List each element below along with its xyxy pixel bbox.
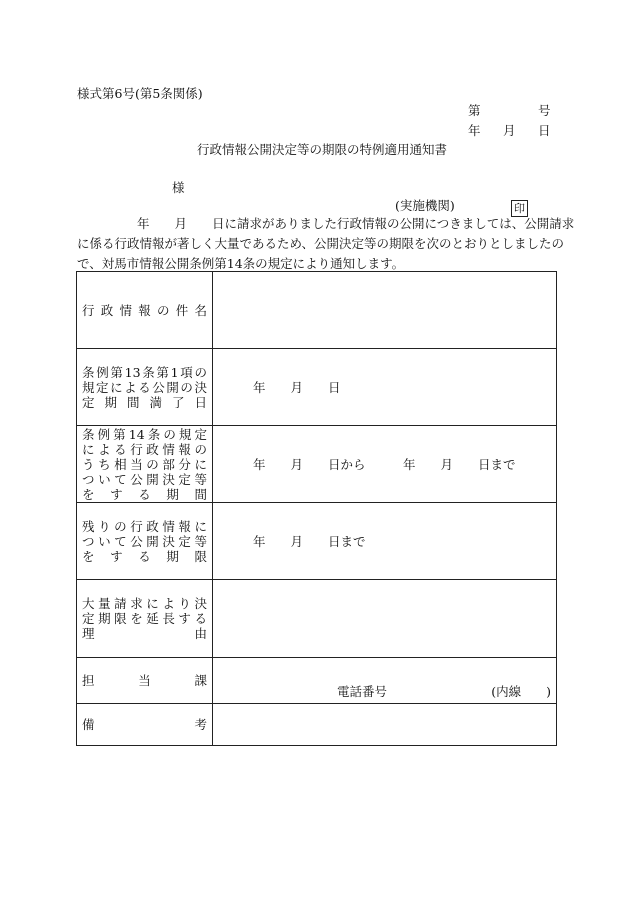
label-text: ついて公開決定等 — [82, 471, 207, 487]
table-row — [77, 503, 557, 580]
table-row — [77, 426, 557, 503]
table-row — [77, 580, 557, 658]
date-month: 月 — [503, 123, 516, 138]
expiry-date-value: 年 月 日 — [253, 380, 341, 395]
seal-text: 印 — [511, 200, 528, 217]
issuer-label: (実施機関) — [395, 198, 455, 213]
label-text: 備考 — [82, 717, 207, 732]
label-text: 条例第13条第1項の — [82, 364, 207, 380]
label-cell — [77, 349, 213, 426]
value-cell — [213, 503, 557, 580]
remaining-deadline-value: 年 月 日まで — [253, 534, 366, 549]
label-text: 条例第14条の規定 — [82, 426, 207, 442]
label-text: 行政情報の件名 — [82, 302, 207, 318]
table-row — [77, 658, 557, 704]
label-text: 担当課 — [82, 673, 207, 688]
label-cell — [77, 580, 213, 658]
label-text: による行政情報の — [82, 441, 207, 457]
body-paragraph — [77, 214, 575, 274]
date-year: 年 — [468, 123, 481, 138]
value-cell — [213, 658, 557, 704]
label-text: 定期限を延長する — [82, 611, 207, 626]
phone-label: 電話番号 — [337, 684, 388, 699]
form-id: 様式第6号(第5条関係) — [77, 86, 203, 101]
value-cell — [213, 580, 557, 658]
body-line: で、対馬市情報公開条例第14条の規定により通知します。 — [77, 256, 405, 271]
label-text: 定期間満了日 — [82, 394, 207, 410]
label-text: をする期間 — [82, 486, 207, 502]
label-text: をする期限 — [82, 548, 207, 564]
document-title: 行政情報公開決定等の期限の特例適用通知書 — [197, 142, 448, 157]
value-cell — [213, 426, 557, 503]
label-text: 大量請求により決 — [82, 596, 207, 611]
table-row — [77, 349, 557, 426]
table-row — [77, 272, 557, 349]
addressee-honorific: 様 — [172, 180, 185, 195]
body-line: に係る行政情報が著しく大量であるため、公開決定等の期限を次のとおりとしましたの — [77, 236, 565, 251]
label-cell — [77, 426, 213, 503]
label-cell — [77, 503, 213, 580]
number-go: 号 — [538, 103, 551, 118]
partial-period-value: 年 月 日から 年 月 日まで — [253, 457, 516, 472]
label-cell — [77, 704, 213, 746]
label-cell — [77, 272, 213, 349]
phone-line — [213, 682, 556, 703]
value-cell — [213, 704, 557, 746]
label-text: うち相当の部分に — [82, 456, 207, 472]
extension-label: (内線 ) — [491, 684, 551, 699]
value-cell — [213, 349, 557, 426]
label-text: 理由 — [82, 626, 207, 641]
notice-table — [76, 271, 557, 746]
label-text: ついて公開決定等 — [82, 533, 207, 549]
date-day: 日 — [538, 123, 551, 138]
label-text: 残りの行政情報に — [82, 518, 207, 534]
label-text: 規定による公開の決 — [82, 379, 207, 395]
number-dai: 第 — [468, 103, 481, 118]
label-cell — [77, 658, 213, 704]
value-cell — [213, 272, 557, 349]
table-row — [77, 704, 557, 746]
body-line: 年 月 日に請求がありました行政情報の公開につきましては、公開請求 — [137, 216, 575, 231]
